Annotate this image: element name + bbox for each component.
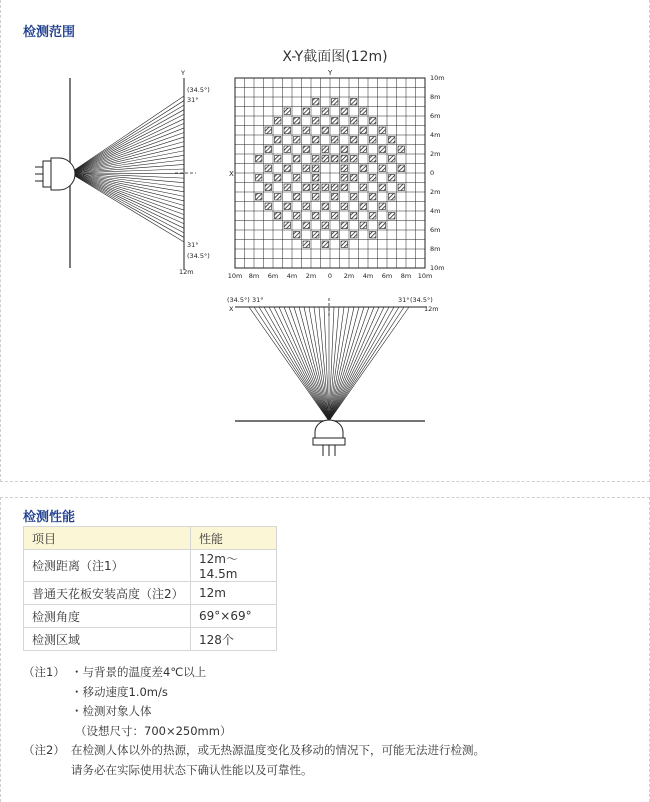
grid-bottom-labels	[228, 272, 433, 280]
table-cell-value: 128个	[191, 628, 277, 651]
table-cell-item: 普通天花板安装高度（注2）	[24, 582, 191, 605]
detection-zone	[332, 232, 339, 239]
detection-zone	[294, 232, 301, 239]
detection-zone	[322, 222, 329, 229]
grid-right-tick-label: 8m	[430, 93, 441, 101]
detection-zone	[341, 108, 348, 115]
detection-zone	[265, 127, 272, 134]
table-cell-item: 检测区域	[24, 628, 191, 651]
detection-zone	[360, 203, 367, 210]
detection-zone	[341, 203, 348, 210]
grid-x-axis-label: X	[229, 170, 234, 178]
detection-zone	[322, 127, 329, 134]
detection-zone	[341, 127, 348, 134]
table-cell-item: 检测距离（注1）	[24, 550, 191, 582]
sensor-icon-side	[35, 158, 75, 190]
note2-line: 请务必在实际使用状态下确认性能以及可靠性。	[71, 762, 313, 777]
detection-zone	[284, 165, 291, 172]
fan-line	[70, 142, 184, 173]
note2-line: 在检测人体以外的热源，或无热源温度变化及移动的情况下，可能无法进行检测。	[71, 743, 485, 757]
bottom-fan-lines	[249, 307, 409, 421]
bottom-right-angle: 31°	[398, 296, 410, 304]
detection-zone	[379, 222, 386, 229]
note1-item: ・检测对象人体	[71, 704, 152, 718]
detection-zone	[370, 137, 377, 144]
detection-zone	[303, 165, 310, 172]
grid-right-tick-label: 10m	[430, 74, 445, 82]
grid-right-tick-label: 4m	[430, 131, 441, 139]
detection-zone	[351, 175, 358, 182]
detection-zone	[294, 194, 301, 201]
fan-line	[70, 173, 184, 233]
detection-zone	[370, 232, 377, 239]
detection-zone	[341, 156, 348, 163]
fan-line	[329, 307, 404, 421]
detection-zone	[284, 184, 291, 191]
detection-zone	[275, 175, 282, 182]
detection-zone	[275, 118, 282, 125]
grid-right-tick-label: 8m	[430, 245, 441, 253]
detection-zone	[332, 99, 339, 106]
detection-zone	[256, 175, 263, 182]
detection-zone	[370, 175, 377, 182]
detection-zone	[351, 99, 358, 106]
detection-zone	[370, 156, 377, 163]
table-header-row	[24, 527, 277, 550]
left-top-paren-angle: (34.5°)	[187, 86, 210, 94]
detection-zone	[322, 203, 329, 210]
detection-zone	[303, 146, 310, 153]
detection-zone	[313, 165, 320, 172]
detection-zone	[332, 213, 339, 220]
note2-label: （注2）	[23, 743, 65, 757]
detection-performance-section	[0, 497, 650, 802]
detection-zone	[389, 213, 396, 220]
fan-line	[70, 137, 184, 173]
detection-zone	[332, 137, 339, 144]
detection-zone	[303, 203, 310, 210]
grid-bottom-tick-label: 4m	[286, 272, 298, 280]
detection-zone	[303, 127, 310, 134]
detection-zone	[294, 213, 301, 220]
detection-zone	[341, 241, 348, 248]
detection-zone	[322, 241, 329, 248]
table-row	[24, 550, 277, 582]
bottom-range-label: 12m	[424, 305, 439, 313]
detection-zone	[265, 165, 272, 172]
bottom-right-paren-angle: (34.5°)	[410, 296, 433, 304]
detection-zone	[398, 184, 405, 191]
detection-zone	[313, 194, 320, 201]
grid-bottom-tick-label: 10m	[227, 272, 243, 280]
table-cell-value: 12m	[191, 582, 277, 605]
fan-line	[70, 173, 184, 224]
table-row	[24, 605, 277, 628]
detection-zone	[284, 108, 291, 115]
detection-zone	[265, 146, 272, 153]
detection-zone	[284, 203, 291, 210]
left-top-angle: 31°	[187, 96, 199, 104]
detection-zone	[351, 194, 358, 201]
left-range-label: 12m	[179, 268, 194, 276]
detection-zone	[370, 118, 377, 125]
detection-zone	[313, 184, 320, 191]
fan-line	[249, 307, 329, 421]
xy-grid	[235, 78, 425, 268]
detection-zone	[313, 232, 320, 239]
grid-bottom-tick-label: 2m	[343, 272, 355, 280]
grid-bottom-tick-label: 6m	[381, 272, 393, 280]
fan-line	[70, 173, 184, 196]
sensor-icon-bottom	[313, 420, 345, 456]
fan-line	[329, 307, 374, 421]
detection-zone	[303, 108, 310, 115]
detection-zone	[351, 118, 358, 125]
note1-item: ・移动速度1.0m/s	[71, 684, 168, 699]
detection-zone	[370, 194, 377, 201]
table-header-item: 项目	[24, 527, 191, 550]
detection-zone	[360, 222, 367, 229]
fan-line	[70, 110, 184, 173]
detection-zone	[379, 203, 386, 210]
grid-right-tick-label: 10m	[430, 264, 445, 272]
grid-right-tick-label: 2m	[430, 188, 441, 196]
detection-zone	[303, 241, 310, 248]
left-bottom-paren-angle: (34.5°)	[187, 252, 210, 260]
detection-zone	[379, 146, 386, 153]
grid-right-labels	[430, 74, 445, 272]
note1-item: ・与背景的温度差4℃以上	[71, 665, 207, 679]
left-fan-lines	[70, 96, 184, 242]
bottom-left-angle: 31°	[252, 296, 264, 304]
table-cell-item: 检测角度	[24, 605, 191, 628]
detection-zone	[351, 213, 358, 220]
detection-zone	[379, 184, 386, 191]
detection-zone	[360, 146, 367, 153]
detection-zone	[294, 156, 301, 163]
grid-bottom-tick-label: 8m	[248, 272, 260, 280]
fan-line	[254, 307, 329, 421]
detection-zone	[303, 184, 310, 191]
fan-line	[70, 173, 184, 215]
grid-right-tick-label: 0	[430, 169, 435, 177]
detection-zone	[294, 137, 301, 144]
grid-bottom-tick-label: 2m	[305, 272, 317, 280]
detection-zone	[322, 146, 329, 153]
detection-zone	[313, 213, 320, 220]
grid-bottom-tick-label: 10m	[417, 272, 433, 280]
fan-line	[70, 173, 184, 210]
detection-zone	[313, 175, 320, 182]
detection-zone	[322, 184, 329, 191]
detection-zone	[256, 156, 263, 163]
detection-zone	[322, 156, 329, 163]
detection-zone	[256, 194, 263, 201]
detection-zone	[313, 137, 320, 144]
detection-zone	[332, 118, 339, 125]
detection-zone	[398, 165, 405, 172]
detection-zone	[275, 137, 282, 144]
fan-line	[70, 105, 184, 173]
detection-zone	[294, 175, 301, 182]
table-cell-value: 69°×69°	[191, 605, 277, 628]
detection-zone	[322, 108, 329, 115]
detection-zone	[389, 137, 396, 144]
detection-zone	[351, 232, 358, 239]
detection-zone	[389, 175, 396, 182]
grid-y-axis-label: Y	[328, 69, 333, 77]
side-view	[35, 69, 210, 276]
bottom-x-axis-label: X	[229, 305, 234, 313]
detection-zone	[332, 184, 339, 191]
fan-line	[284, 307, 329, 421]
detection-zone	[294, 118, 301, 125]
detection-zone	[313, 156, 320, 163]
xy-section-title: X-Y截面图(12m)	[282, 49, 388, 65]
detection-zone	[389, 194, 396, 201]
detection-zone	[360, 184, 367, 191]
table-cell-value: 12m～14.5m	[191, 550, 277, 582]
detection-zone	[303, 222, 310, 229]
performance-table	[23, 526, 277, 651]
detection-zone	[398, 146, 405, 153]
detection-zone	[341, 175, 348, 182]
fan-line	[70, 119, 184, 173]
grid-bottom-tick-label: 0	[327, 272, 333, 280]
bottom-left-paren-angle: (34.5°)	[227, 296, 250, 304]
detection-range-heading: 检测范围	[23, 25, 76, 40]
detection-zone	[284, 222, 291, 229]
detection-zone	[360, 165, 367, 172]
detection-zone	[284, 146, 291, 153]
left-bottom-angle: 31°	[187, 241, 199, 249]
detection-zone	[313, 99, 320, 106]
grid-bottom-tick-label: 4m	[362, 272, 374, 280]
detection-zone	[341, 222, 348, 229]
detection-zone	[265, 184, 272, 191]
grid-bottom-tick-label: 6m	[267, 272, 279, 280]
detection-zone	[351, 156, 358, 163]
detection-zone	[341, 146, 348, 153]
table-row	[24, 628, 277, 651]
detection-zone	[360, 108, 367, 115]
note1-item: （设想尺寸：700×250mm）	[75, 723, 232, 738]
detection-zone	[332, 156, 339, 163]
detection-zone	[351, 137, 358, 144]
grid-right-tick-label: 2m	[430, 150, 441, 158]
fan-line	[259, 307, 329, 421]
top-down-view	[227, 296, 439, 456]
detection-zone	[275, 213, 282, 220]
note1-label: （注1）	[23, 665, 65, 679]
table-header-performance: 性能	[191, 527, 277, 550]
table-row	[24, 582, 277, 605]
detection-zone	[379, 127, 386, 134]
fan-line	[329, 307, 409, 421]
fan-line	[329, 307, 369, 421]
detection-zone	[265, 203, 272, 210]
detection-zone	[284, 127, 291, 134]
detection-zone	[332, 194, 339, 201]
fan-line	[329, 307, 399, 421]
detection-zone	[360, 127, 367, 134]
fan-line	[289, 307, 329, 421]
fan-line	[70, 133, 184, 174]
detection-zone	[389, 156, 396, 163]
fan-line	[70, 173, 184, 242]
detection-zone	[341, 184, 348, 191]
left-y-axis-label: Y	[181, 69, 185, 77]
grid-right-tick-label: 4m	[430, 207, 441, 215]
grid-right-tick-label: 6m	[430, 226, 441, 234]
detection-zone	[275, 194, 282, 201]
grid-right-tick-label: 6m	[430, 112, 441, 120]
detection-zone	[313, 118, 320, 125]
detection-zone	[370, 213, 377, 220]
detection-diagram	[1, 0, 650, 482]
grid-bottom-tick-label: 8m	[400, 272, 412, 280]
detection-zone	[275, 156, 282, 163]
detection-zone	[379, 165, 386, 172]
detection-performance-heading: 检测性能	[23, 510, 76, 525]
detection-zone	[341, 165, 348, 172]
